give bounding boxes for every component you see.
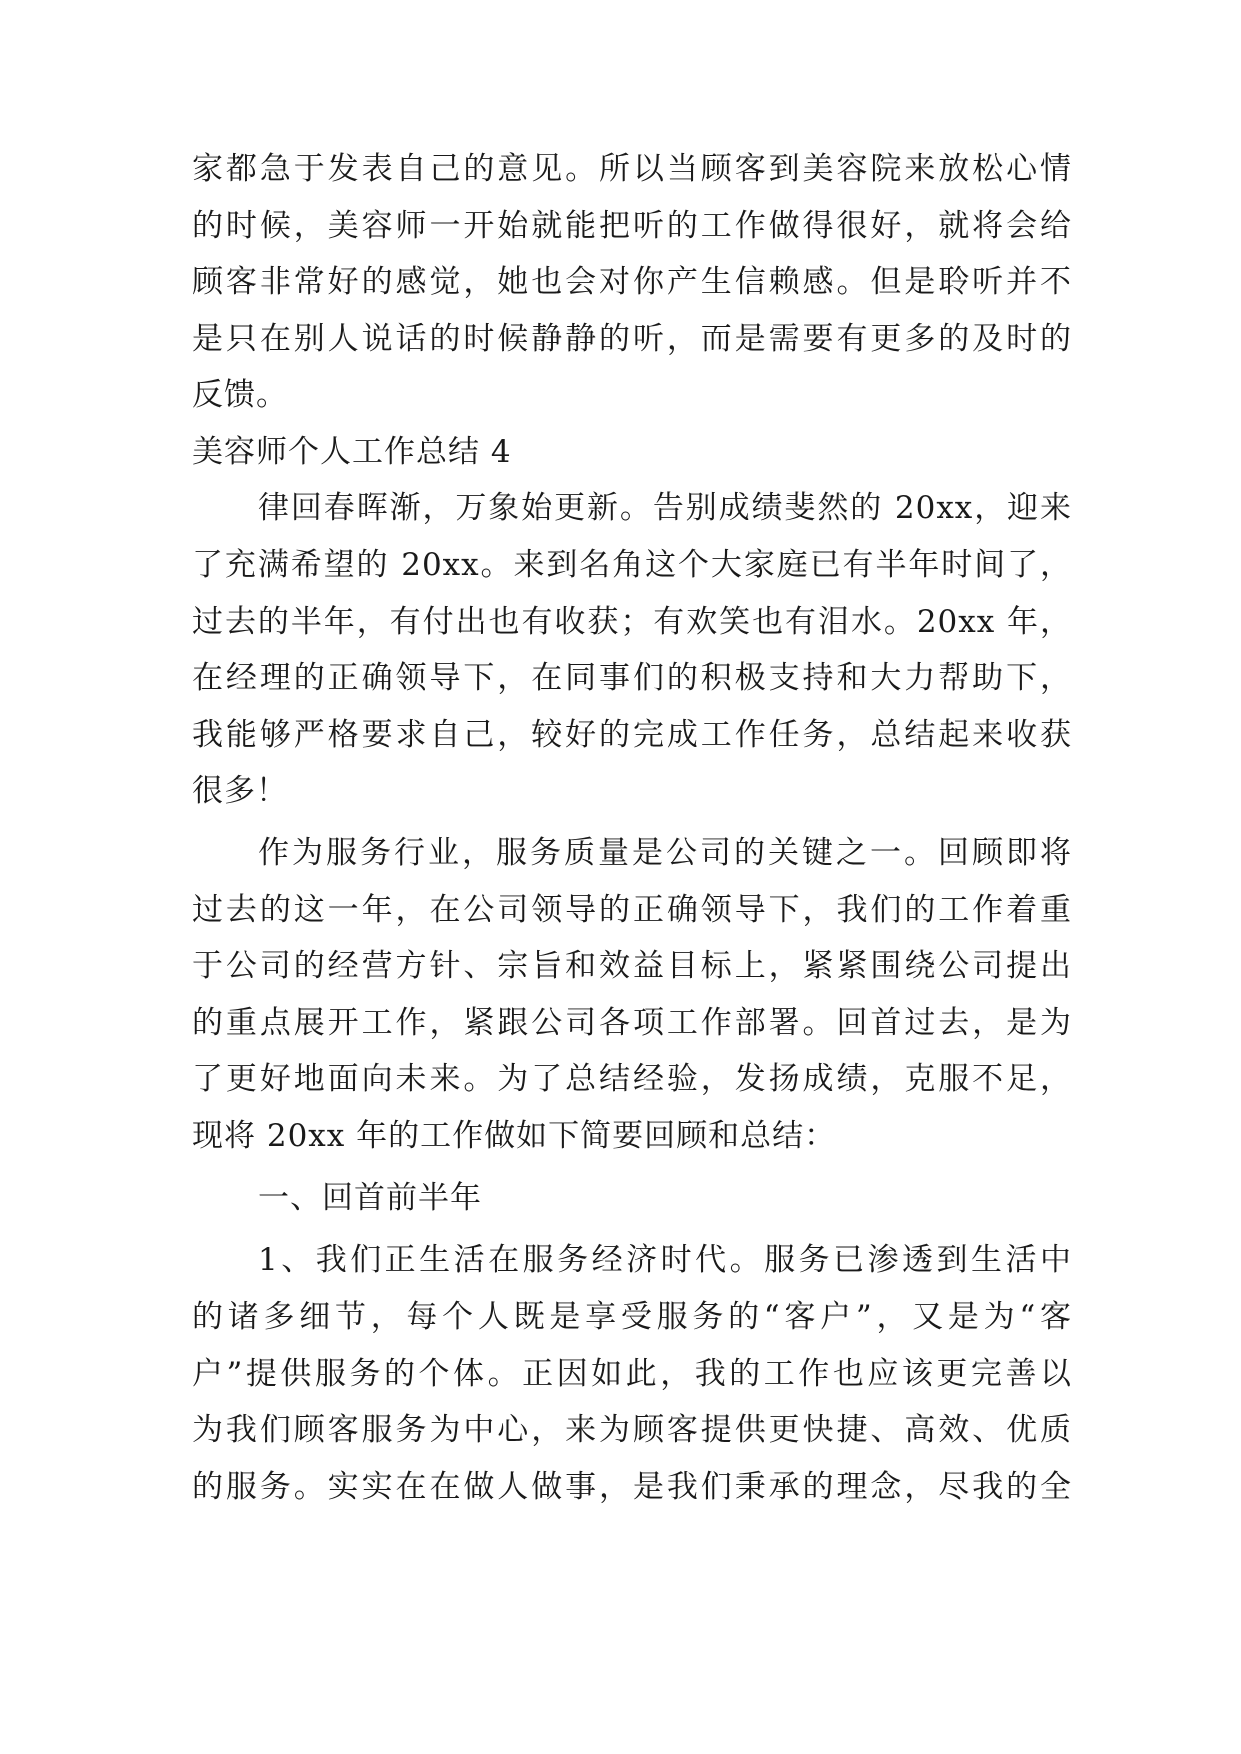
paragraph-line-14: 于公司的经营方针、宗旨和效益目标上，紧紧围绕公司提出 — [192, 948, 1072, 984]
paragraph-line-3: 顾客非常好的感觉，她也会对你产生信赖感。但是聆听并不 — [192, 264, 1072, 300]
paragraph-line-21: 为我们顾客服务为中心，来为顾客提供更快捷、高效、优质 — [192, 1412, 1072, 1448]
paragraph-line-6: 律回春晖渐，万象始更新。告别成绩斐然的 20xx，迎来 — [258, 490, 1072, 526]
paragraph-line-15: 的重点展开工作，紧跟公司各项工作部署。回首过去，是为 — [192, 1005, 1072, 1041]
paragraph-line-16: 了更好地面向未来。为了总结经验，发扬成绩，克服不足， — [192, 1061, 1072, 1097]
paragraph-line-19: 的诸多细节，每个人既是享受服务的“客户”，又是为“客 — [192, 1299, 1072, 1335]
paragraph-line-20: 户”提供服务的个体。正因如此，我的工作也应该更完善以 — [192, 1356, 1072, 1392]
paragraph-line-12: 作为服务行业，服务质量是公司的关键之一。回顾即将 — [258, 835, 1072, 871]
paragraph-line-8: 过去的半年，有付出也有收获；有欢笑也有泪水。20xx 年， — [192, 604, 1072, 640]
paragraph-line-11: 很多！ — [192, 773, 288, 809]
paragraph-line-18: 1、我们正生活在服务经济时代。服务已渗透到生活中 — [258, 1242, 1072, 1278]
paragraph-line-7: 了充满希望的 20xx。来到名角这个大家庭已有半年时间了， — [192, 547, 1072, 583]
paragraph-line-2: 的时候，美容师一开始就能把听的工作做得很好，就将会给 — [192, 208, 1072, 244]
paragraph-line-17: 现将 20xx 年的工作做如下简要回顾和总结： — [192, 1118, 837, 1154]
paragraph-line-5: 反馈。 — [192, 377, 288, 413]
subsection-heading: 一、回首前半年 — [258, 1180, 482, 1216]
paragraph-line-1: 家都急于发表自己的意见。所以当顾客到美容院来放松心情 — [192, 151, 1072, 187]
paragraph-line-9: 在经理的正确领导下，在同事们的积极支持和大力帮助下， — [192, 660, 1072, 696]
paragraph-line-13: 过去的这一年，在公司领导的正确领导下，我们的工作着重 — [192, 892, 1072, 928]
paragraph-line-4: 是只在别人说话的时候静静的听，而是需要有更多的及时的 — [192, 321, 1072, 357]
paragraph-line-10: 我能够严格要求自己，较好的完成工作任务，总结起来收获 — [192, 717, 1072, 753]
section-title: 美容师个人工作总结 4 — [192, 434, 512, 470]
paragraph-line-22: 的服务。实实在在做人做事，是我们秉承的理念，尽我的全 — [192, 1469, 1072, 1505]
